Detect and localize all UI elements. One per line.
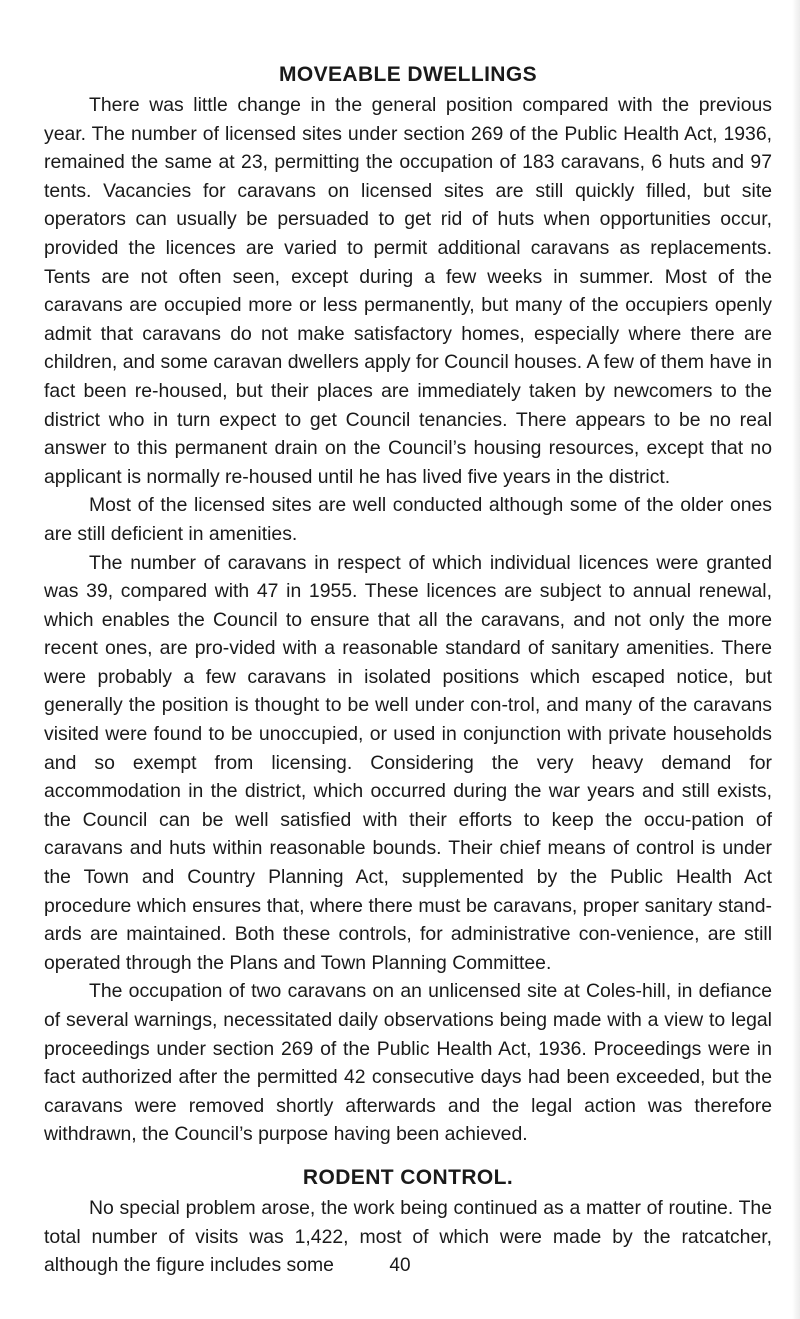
paragraph: There was little change in the general position compared with the previous year. The number of licensed sites under section 269 of the Public Health Act, 1936, remained the same at 23, permitting the occupation of 183 caravans, 6 huts and 97 tents. Vacancies for caravans on licensed sites are still quickly filled, but site operators can usually be persuaded to get rid of huts when opportunities occur, provided the licences are varied to permit additional caravans as replacements. Tents are not often seen, except during a few weeks in summer. Most of the caravans are occupied more or less permanently, but many of the occupiers openly admit that caravans do not make satisfactory homes, especially where there are children, and some caravan dwellers apply for Council houses. A few of them have in fact been re-housed, but their places are immediately taken by newcomers to the district who in turn expect to get Council tenancies. There appears to be no real answer to this permanent drain on the Council’s housing resources, except that no applicant is normally re-housed until he has lived five years in the district.: [44, 94, 772, 488]
document-page: [44, 60, 772, 1280]
page-edge-shadow: [792, 0, 800, 1319]
section-moveable-dwellings: [44, 60, 772, 1149]
page-number: 40: [389, 1255, 411, 1276]
paragraph: No special problem arose, the work being continued as a matter of routine. The total number of visits was 1,422, most of which were made by the ratcatcher, although the figure includes some: [44, 1196, 772, 1277]
paragraph: The number of caravans in respect of which individual licences were granted was 39, compared with 47 in 1955. These licences are subject to annual renewal, which enables the Council to ensure that all the caravans, and not only the more recent ones, are pro-vided with a reasonable standard of sanitary amenities. There were probably a few caravans in isolated positions which escaped notice, but generally the position is thought to be well under con-trol, and many of the caravans visited were found to be unoccupied, or used in conjunction with private households and so exempt from licensing. Considering the very heavy demand for accommodation in the district, which occurred during the war years and still exists, the Council can be well satisfied with their efforts to keep the occu-pation of caravans and huts within reasonable bounds. Their chief means of control is under the Town and Country Planning Act, supplemented by the Public Health Act procedure which ensures that, where there must be caravans, proper sanitary stand-ards are maintained. Both these controls, for administrative con-venience, are still operated through the Plans and Town Planning Committee.: [44, 551, 772, 974]
paragraph: The occupation of two caravans on an unlicensed site at Coles-hill, in defiance of several warnings, necessitated daily observations being made with a view to legal proceedings under section 269 of the Public Health Act, 1936. Proceedings were in fact authorized after the permitted 42 consecutive days had been exceeded, but the caravans were removed shortly afterwards and the legal action was therefore withdrawn, the Council’s purpose having been achieved.: [44, 980, 772, 1146]
section-heading: MOVEABLE DWELLINGS: [278, 63, 538, 86]
paragraph: Most of the licensed sites are well conducted although some of the older ones are still deficient in amenities.: [44, 494, 772, 545]
section-heading: RODENT CONTROL.: [302, 1165, 514, 1189]
section-spacer: [44, 1149, 772, 1163]
